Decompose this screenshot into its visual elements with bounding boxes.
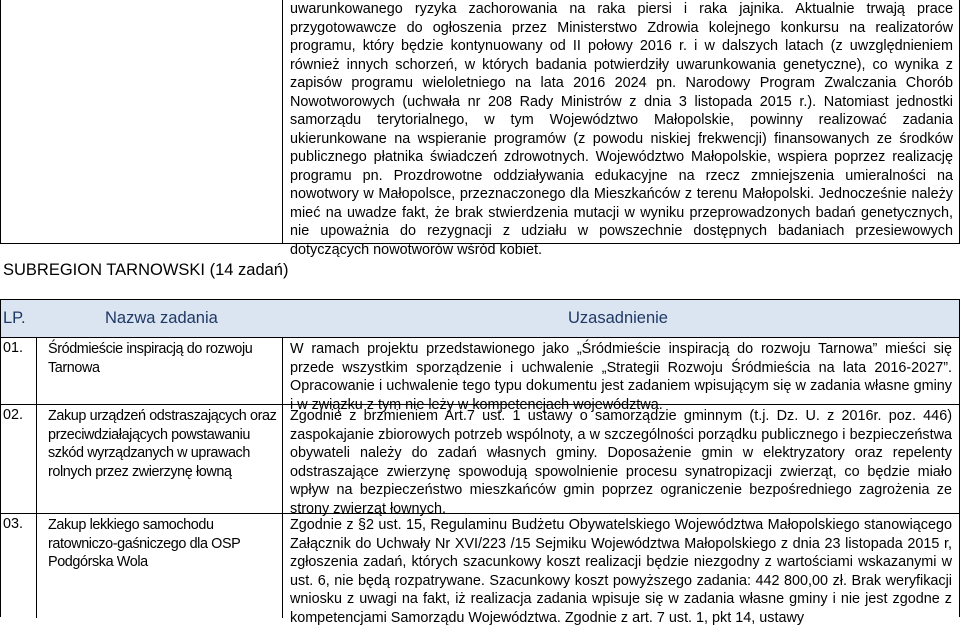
header-task-name: Nazwa zadania	[105, 309, 218, 327]
row-lp: 02.	[1, 405, 37, 513]
header-justification: Uzasadnienie	[568, 309, 668, 327]
row-justification: Zgodnie z brzmieniem Art.7 ust. 1 ustawy o samorządzie gminnym (t.j. Dz. U. z 2016r. poz. 446) zaspokajanie zbiorowych potrzeb wspólnoty, a w szczególności porządku publicznego i bezpieczeństwa obywateli należy do zadań własnych gminy. Doposażenie gmin w elektryzatory oraz repelenty odstraszające zwierzynę spowodują spowolnienie procesu synatropizacji zwierząt, co będzie miało wpływ na bezpieczeństwo mieszkańców gmin poprzez ograniczenie bezpośredniego zagrożenia ze strony zwierząt łownych.	[290, 408, 952, 517]
table-header	[1, 300, 959, 338]
table-row	[1, 405, 959, 517]
table-row	[1, 338, 959, 413]
row-justification: Zgodnie z §2 ust. 15, Regulaminu Budżetu Obywatelskiego Województwa Małopolskiego stanowiącego Załącznik do Uchwały Nr XVI/223 /15 Sejmiku Województwa Małopolskiego z dnia 23 listopada 2015 r, zgłoszenia zadań, których szacunkowy koszt realizacji będzie niezgodny z wartościami wskazanymi w ust. 6, nie będą rozpatrywane. Szacunkowy koszt powyższego zadania: 442 800,00 zł. Brak weryfikacji wniosku z uwagi na fakt, iż realizacja zadania wpisuje się w zadania własne gminy i nie jest zgodne z kompetencjami Samorządu Województwa. Zgodnie z art. 7 ust. 1, pkt 14, ustawy	[290, 517, 952, 626]
row-task-name: Zakup urządzeń odstraszających oraz przeciwdziałających powstawaniu szkód wyrządzanych w uprawach rolnych przez zwierzynę łowną	[37, 405, 283, 513]
row-justification: W ramach projektu przedstawionego jako „Śródmieście inspiracją do rozwoju Tarnowa” mieści się przede wszystkim sporządzenie i uchwalenie „Strategii Rozwoju Śródmieścia na lata 2016-2027”. Opracowanie i uchwalenie tego typu dokumentu jest zadaniem wpisującym się w zadania własne gminy i w związku z tym nie leży w kompetencjach województwa.	[290, 341, 952, 413]
header-lp: LP.	[3, 309, 26, 327]
continuation-empty-cell	[0, 0, 282, 244]
continuation-paragraph: uwarunkowanego ryzyka zachorowania na raka piersi i raka jajnika. Aktualnie trwają prace przygotowawcze do ogłoszenia przez Ministerstwo Zdrowia kolejnego konkursu na realizatorów programu, który będzie kontynuowany od II połowy 2016 r. i w dalszych latach (z uwzględnieniem również innych schorzeń, w których badania potwierdziły uwarunkowania genetyczne), co wynika z zapisów programu wieloletniego na lata 2016 2024 pn. Narodowy Program Zwalczania Chorób Nowotworowych (uchwała nr 208 Rady Ministrów z dnia 3 listopada 2015 r.). Natomiast jednostki samorządu terytorialnego, w tym Województwo Małopolskie, powinny realizować zadania ukierunkowane na wspieranie programów (z powodu niskiej frekwencji) finansowanych ze środków publicznego płatnika świadczeń zdrowotnych. Województwo Małopolskie, wspiera poprzez realizację programu pn. Prozdrowotne oddziaływania edukacyjne na rzecz zmniejszenia umieralności na nowotwory w Małopolsce, przeznaczonego dla Mieszkańców z terenu Małopolski. Jednocześnie należy mieć na uwadze fakt, że brak stwierdzenia mutacji w wyniku przeprowadzonych badań genetycznych, nie upoważnia do rezygnacji z udziału w powszechnie dostępnych badaniach przesiewowych dotyczących nowotworów wśród kobiet.	[290, 1, 953, 258]
row-lp: 01.	[1, 338, 37, 404]
row-task-name: Zakup lekkiego samochodu ratowniczo-gaśniczego dla OSP Podgórska Wola	[37, 514, 283, 618]
table-row	[1, 514, 959, 626]
tasks-table	[0, 299, 960, 626]
row-task-name: Śródmieście inspiracją do rozwoju Tarnowa	[37, 338, 283, 404]
subregion-title: SUBREGION TARNOWSKI (14 zadań)	[3, 261, 289, 279]
continuation-table	[0, 0, 960, 258]
continuation-text-cell	[282, 0, 960, 258]
row-lp: 03.	[1, 514, 37, 618]
